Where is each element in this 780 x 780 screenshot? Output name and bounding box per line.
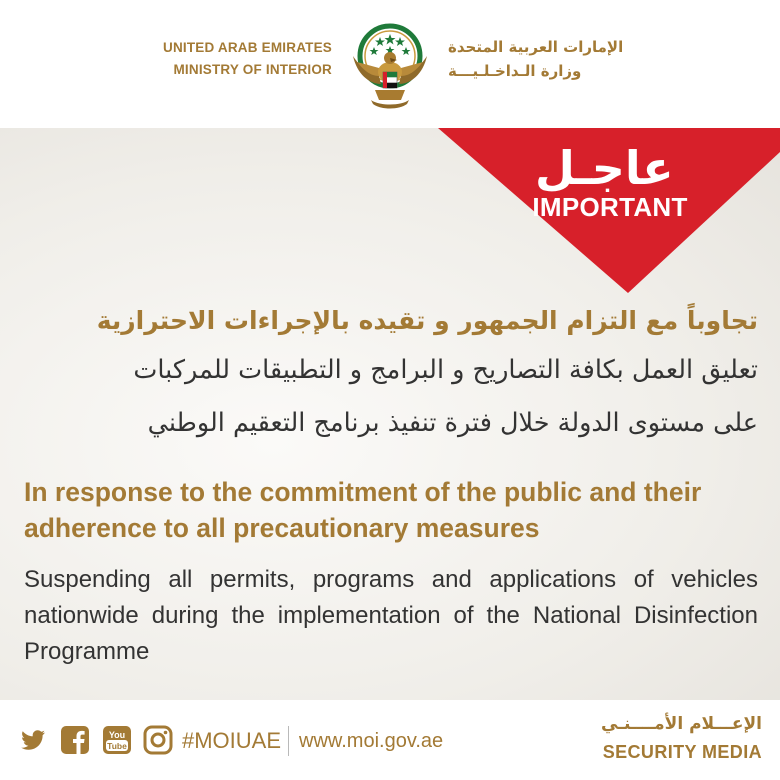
header-ar-country: الإمارات العربية المتحدة	[448, 38, 624, 56]
footer	[0, 700, 780, 780]
hashtag-link[interactable]: #MOIUAE	[182, 728, 282, 753]
youtube-icon[interactable]	[102, 725, 132, 755]
header	[0, 0, 780, 128]
header-ar-ministry: وزارة الـداخـلـيـــة	[448, 62, 582, 80]
banner-arabic-label: عاجـل	[535, 141, 674, 195]
banner-english-label: IMPORTANT	[532, 192, 688, 222]
english-body: Suspending all permits, programs and applications of vehicles nationwide during the implementation of the National Disinfection Programme	[24, 566, 758, 665]
instagram-icon[interactable]	[143, 725, 173, 755]
arabic-body-line-2: على مستوى الدولة خلال فترة تنفيذ برنامج التعقيم الوطني	[147, 408, 758, 438]
uae-eagle-emblem-icon	[349, 20, 431, 112]
arabic-body-line-1: تعليق العمل بكافة التصاريح و البرامج و التطبيقات للمركبات	[133, 355, 758, 385]
footer-divider	[288, 726, 289, 756]
twitter-icon[interactable]	[18, 725, 48, 755]
website-link[interactable]: www.moi.gov.ae	[299, 730, 444, 752]
svg-text:You: You	[108, 730, 126, 740]
announcement-content	[0, 128, 780, 700]
header-en-ministry: MINISTRY OF INTERIOR	[173, 62, 332, 77]
arabic-title: تجاوباً مع التزام الجمهور و تقيده بالإجراءات الاحترازية	[96, 306, 758, 335]
facebook-icon[interactable]	[60, 725, 90, 755]
english-title: In response to the commitment of the public and their adherence to all precautionary measures	[24, 477, 702, 543]
security-media-arabic: الإعـــلام الأمــــنـي	[600, 714, 762, 734]
header-en-country: UNITED ARAB EMIRATES	[163, 40, 332, 55]
svg-text:Tube: Tube	[107, 741, 127, 751]
security-media-english: SECURITY MEDIA	[602, 742, 762, 762]
